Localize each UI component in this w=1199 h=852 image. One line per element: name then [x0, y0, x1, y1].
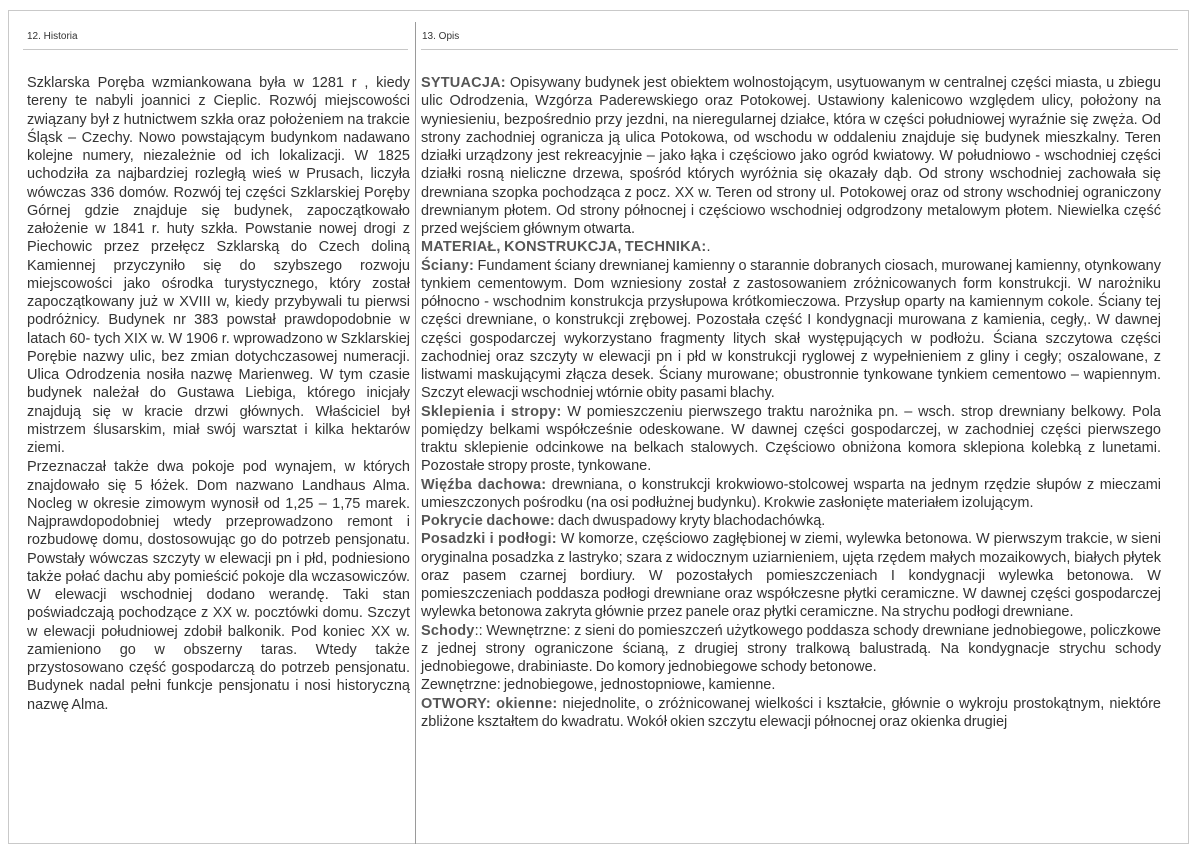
pokrycie-label: Pokrycie dachowe:	[421, 513, 555, 529]
sytuacja-paragraph	[421, 74, 1161, 238]
otwory-text: niejednolite, o zróżnicowanej wielkości i kształcie, głównie o wykroju prostokątnym, niektóre zbliżone kształtem do kwadratu. Wokół okien szczytu elewacji północnej oraz okienka drugiej	[421, 695, 1161, 730]
left-header-rule	[23, 49, 408, 50]
otwory-label: OTWORY: okienne:	[421, 695, 558, 712]
schody-paragraph	[421, 622, 1161, 677]
section-heading-historia: 12. Historia	[27, 31, 78, 42]
sciany-paragraph	[421, 257, 1161, 403]
material-label: MATERIAŁ, KONSTRUKCJA, TECHNIKA:	[421, 239, 707, 256]
historia-paragraph-1: Szklarska Poręba wzmiankowana była w 1281 r , kiedy tereny te nabyli joannici z Cieplic. Rozwój miejscowości związany był z hutnictwem szkła oraz położeniem na trakcie Śląsk – Czechy. Nowo powstającym budynkom nadawano kolejne numery, niezależnie od ich lokalizacji. W 1825 uchodziła za najbardziej rozległą wieś w Prusach, liczyła wówczas 336 domów. Rozwój tej części Szklarskiej Poręby Górnej gdzie znajduje się budynek, zapoczątkowało założenie w 1841 r. huty szkła. Powstanie nowej drogi z Piechowic przez przełęcz Szklarską do Czech doliną Kamiennej przyczyniło się do szybszego rozwoju miejscowości jako ośrodka turystycznego, który został zapoczątkowany już w XVIII w, kiedy przybywali tu pierwsi podróżnicy. Budynek nr 383 powstał prawdopodobnie w latach 60- tych XIX w. W 1906 r. wprowadzono w Szklarskiej Porębie nazwy ulic, bez zmian dotychczasowej numeracji. Ulica Odrodzenia nosiła nazwę Marienweg. W tym czasie budynek należał do Gustawa Liebiga, którego inicjały znajdują się w kracie drzwi głównych. Właściciel był mistrzem ślusarskim, miał swój warsztat i kilka hektarów ziemi.	[27, 75, 410, 456]
sklepienia-paragraph	[421, 403, 1161, 476]
posadzki-label: Posadzki i podłogi:	[421, 531, 557, 548]
sklepienia-text: W pomieszczeniu pierwszego traktu narożnika pn. – wsch. strop drewniany belkowy. Pola pomiędzy belkami współcześnie odeskowane. W dawnej części gospodarczej, w zachodniej części pierwszego traktu sklepienie odcinkowe na belkach stalowych. Częściowo obniżona komora sklepiona kolebką z lunetami. Pozostałe stropy proste, tynkowane.	[421, 403, 1161, 475]
pokrycie-text: dach dwuspadowy kryty blachodachówką.	[554, 513, 826, 529]
schody-text: :: Wewnętrzne: z sieni do pomieszczeń użytkowego poddasza schody drewniane jednobiegowe, policzkowe z jednej strony ograniczone ścianą, z drugiej strony tralkową balustradą. Na kondygnacje strychu schody jednobiegowe, drabiniaste. Do komory jednobiegowe schody betonowe.	[421, 622, 1161, 675]
pokrycie-paragraph	[421, 512, 1161, 530]
section-heading-opis: 13. Opis	[422, 31, 460, 42]
column-divider	[415, 22, 416, 844]
wiezba-paragraph	[421, 476, 1161, 513]
material-text: .	[706, 239, 711, 256]
sciany-label: Ściany:	[421, 257, 474, 274]
sklepienia-label: Sklepienia i stropy:	[421, 403, 562, 420]
wiezba-text: drewniana, o konstrukcji krokwiowo-stolcowej wsparta na jednym rzędzie słupów z mieczami umieszczonych pośrodku (na osi podłużnej budynku). Krokwie zasłonięte materiałem izolującym.	[421, 476, 1161, 511]
right-header-rule	[421, 49, 1178, 50]
sciany-text: Fundament ściany drewnianej kamienny o starannie dobranych ciosach, murowanej kamienny, otynkowany tynkiem cementowym. Dom wzniesiony został z zastosowaniem zróżnicowanych form konstrukcji. W narożniku północno - wschodnim konstrukcja przysłupowa krótkomieczowa. Przysłup oparty na kamiennym cokole. Ściany tej części drewniane, o konstrukcji zrębowej. Pozostała część I kondygnacji murowana z kamienia, cegły,. W dawnej części gospodarczej wykorzystano fragmenty litych skał występujących w podłożu. Ściana szczytowa części zachodniej oraz szczyty w elewacji pn i płd w konstrukcji ryglowej z wypełnieniem z gliny i cegły; oszalowane, z listwami maskującymi złącza desek. Ściany murowane; obustronnie tynkowane tynkiem cementowo – wapiennym. Szczyt elewacji wschodniej wtórnie obity pasami blachy.	[421, 257, 1161, 402]
sytuacja-text: Opisywany budynek jest obiektem wolnostojącym, usytuowanym w centralnej części miasta, u zbiegu ulic Odrodzenia, Wzgórza Paderewskiego oraz Potokowej. Ustawiony kalenicowo względem ulicy, położony na wyniesieniu, bezpośrednio przy jezdni, na nieregularnej działce, która w części południowej wyraźnie się zwęża. Od strony zachodniej ogranicza ją ulica Potokowa, od wschodu w oddaleniu znajduje się budynek mieszkalny. Teren działki urządzony jest rekreacyjnie – jako łąka i częściowo jako ogród kwiatowy. W południowo - wschodniej części działki rosną nieliczne drzewa, spośród których wyróżnia się okazały dąb. Od strony wschodniej zachowała się drewniana szopka pochodząca z pocz. XX w. Teren od strony ul. Potokowej oraz od strony wschodniej ograniczony drewnianym płotem. Od strony północnej i częściowo wschodniej odgrodzony metalowym płotem. Niewielka część przed wejściem głównym otwarta.	[421, 75, 1161, 237]
historia-paragraph-2: Przeznaczał także dwa pokoje pod wynajem, w których znajdowało się 5 łóżek. Dom nazwano Landhaus Alma. Nocleg w okresie zimowym wynosił od 1,25 – 1,75 marek. Najprawdopodobniej wtedy przeprowadzono remont i rozbudowę domu, dostosowując go do potrzeb pensjonatu. Powstały wówczas szczyty w elewacji pn i płd, podniesiono także połać dachu aby pomieścić pokoje dla wczasowiczów. W elewacji wschodniej dodano werandę. Taki stan poświadczają pochodzące z XX w. pocztówki domu. Szczyt w elewacji południowej zdobił balkonik. Pod koniec XX w. zamieniono go w obszerny taras. Wtedy także przystosowano część gospodarczą do potrzeb pensjonatu. Budynek nadal pełni funkcje pensjonatu i nosi historyczną nazwę Alma.	[27, 459, 410, 713]
opis-column	[421, 74, 1161, 731]
schody-label: Schody	[421, 622, 475, 639]
posadzki-paragraph	[421, 530, 1161, 621]
otwory-paragraph	[421, 695, 1161, 732]
posadzki-text: W komorze, częściowo zagłębionej w ziemi, wylewka betonowa. W pierwszym trakcie, w sieni oryginalna posadzka z lastryko; szara z widocznym uziarnieniem, ujęta rzędem małych mozaikowych, białych płytek oraz pasem czarnej bordiury. W pozostałych pomieszczeniach I kondygnacji wylewka betonowa. W pomieszczeniach poddasza podłogi drewniane oraz współczesne płytki ceramiczne. W dawnej części gospodarczej wylewka betonowa zakryta głównie przez panele oraz płytki ceramiczne. Na strychu podłogi drewniane.	[421, 531, 1161, 621]
historia-column	[27, 74, 410, 714]
zewnetrzne-line: Zewnętrzne: jednobiegowe, jednostopniowe, kamienne.	[421, 677, 776, 694]
material-heading	[421, 238, 1161, 256]
wiezba-label: Więźba dachowa:	[421, 476, 547, 493]
sytuacja-label: SYTUACJA:	[421, 75, 506, 91]
